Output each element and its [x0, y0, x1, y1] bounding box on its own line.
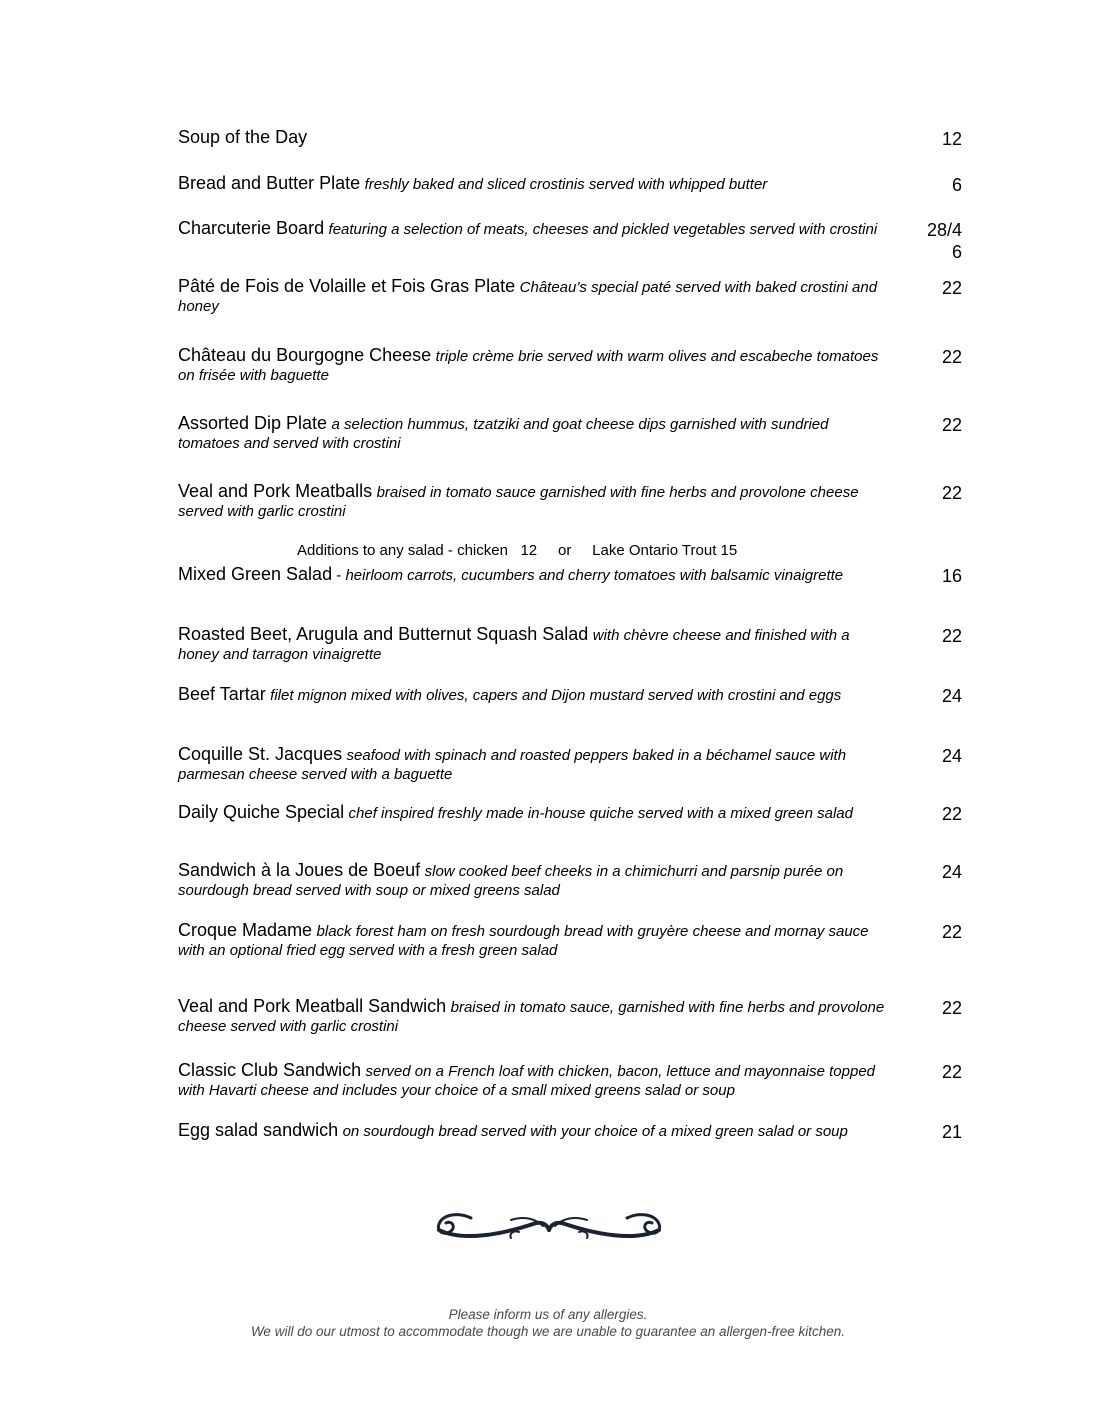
item-description: Château’s special paté served with baked crostini and honey — [178, 279, 878, 315]
item-description: braised in tomato sauce garnished with fine herbs and provolone cheese served with garlic crostini — [178, 484, 859, 520]
menu-item-beef-tartar — [178, 685, 962, 705]
item-price: 24 — [941, 746, 962, 766]
item-description: filet mignon mixed with olives, capers and Dijon mustard served with crostini and eggs — [270, 687, 842, 704]
item-description: freshly baked and sliced crostinis served with whipped butter — [364, 176, 768, 193]
item-price: 22 — [941, 626, 962, 646]
item-description: black forest ham on fresh sourdough bread with gruyère cheese and mornay sauce — [316, 923, 869, 940]
name-separator: - — [332, 567, 346, 584]
item-name: Soup of the Day — [178, 127, 308, 147]
item-price: 22 — [941, 415, 962, 435]
item-name: Egg salad sandwich — [178, 1120, 339, 1140]
allergy-note-line2: We will do our utmost to accommodate though we are unable to guarantee an allergen-free kitchen. — [250, 1324, 846, 1339]
item-description: heirloom carrots, cucumbers and cherry tomatoes with balsamic vinaigrette — [345, 567, 844, 584]
item-price: 12 — [941, 129, 962, 149]
item-name: Pâté de Fois de Volaille et Fois Gras Plate — [178, 276, 516, 296]
menu-item-quiche — [178, 803, 962, 823]
item-description: chef inspired freshly made in-house quiche served with a mixed green salad — [348, 805, 853, 822]
item-name: Assorted Dip Plate — [178, 413, 328, 433]
menu-item-dip-plate — [178, 414, 962, 453]
item-description: seafood with spinach and roasted peppers baked in a béchamel sauce with parmesan cheese served with a baguette — [178, 747, 847, 783]
item-price: 22 — [941, 1062, 962, 1082]
item-price: 22 — [941, 483, 962, 503]
item-price: 22 — [941, 922, 962, 942]
item-price: 22 — [941, 804, 962, 824]
menu-item-pate — [178, 277, 962, 316]
item-description: on sourdough bread served with your choice of a mixed green salad or soup — [342, 1123, 848, 1140]
item-name: Coquille St. Jacques — [178, 744, 343, 764]
item-price: 16 — [941, 566, 962, 586]
menu-item-beet-salad — [178, 625, 962, 664]
item-price: 22 — [941, 998, 962, 1018]
item-description: slow cooked beef cheeks in a chimichurri and parsnip purée on sourdough bread served with soup or mixed greens salad — [178, 863, 844, 899]
item-description: a selection hummus, tzatziki and goat cheese dips garnished with sundried tomatoes and served with crostini — [178, 416, 829, 452]
menu-item-charcuterie — [178, 218, 962, 262]
menu-item-meatballs — [178, 482, 962, 521]
item-price: 21 — [941, 1122, 962, 1142]
menu-item-mixed-green-salad — [178, 565, 962, 585]
item-name: Mixed Green Salad — [178, 564, 333, 584]
allergy-note-line1: Please inform us of any allergies. — [448, 1307, 648, 1322]
item-description: with chèvre cheese and finished with a honey and tarragon vinaigrette — [178, 627, 850, 663]
item-name: Daily Quiche Special — [178, 802, 345, 822]
menu-item-beef-cheek-sandwich — [178, 861, 962, 900]
item-name: Classic Club Sandwich — [178, 1060, 362, 1080]
flourish-ornament-icon — [433, 1208, 665, 1244]
item-name: Croque Madame — [178, 920, 313, 940]
item-name: Veal and Pork Meatball Sandwich — [178, 996, 447, 1016]
menu-item-meatball-sandwich — [178, 997, 962, 1036]
item-description: featuring a selection of meats, cheeses and pickled vegetables served with crostini — [328, 221, 878, 238]
item-description: triple crème brie served with warm olives and escabeche tomatoes on frisée with baguette — [178, 348, 879, 384]
item-price: 22 — [941, 347, 962, 367]
menu-item-cheese — [178, 346, 962, 385]
item-price: 22 — [941, 278, 962, 298]
menu-item-bread — [178, 174, 962, 194]
item-description: braised in tomato sauce, garnished with fine herbs and provolone cheese served with garlic crostini — [178, 999, 885, 1035]
item-name: Veal and Pork Meatballs — [178, 481, 373, 501]
menu-item-egg-salad-sandwich — [178, 1121, 962, 1141]
salad-additions-note: Additions to any salad - chicken 12 or Lake Ontario Trout 15 — [297, 542, 738, 559]
item-name: Beef Tartar — [178, 684, 266, 704]
item-name: Charcuterie Board — [178, 218, 325, 238]
menu-item-coquille — [178, 745, 962, 784]
item-price: 24 — [941, 862, 962, 882]
item-name: Bread and Butter Plate — [178, 173, 361, 193]
item-name: Roasted Beet, Arugula and Butternut Squash Salad — [178, 624, 589, 644]
item-description-extra: with an optional fried egg served with a fresh green salad — [178, 942, 558, 959]
item-name: Sandwich à la Joues de Boeuf — [178, 860, 421, 880]
item-name: Château du Bourgogne Cheese — [178, 345, 432, 365]
menu-item-soup — [178, 128, 962, 148]
menu-item-club-sandwich — [178, 1061, 962, 1100]
item-description: served on a French loaf with chicken, bacon, lettuce and mayonnaise topped with Havarti cheese and includes your choice of a small mixed greens salad or soup — [178, 1063, 876, 1099]
menu-item-croque-madame — [178, 921, 962, 960]
item-price: 28/46 — [926, 220, 962, 262]
item-price: 6 — [951, 175, 962, 195]
item-price: 24 — [941, 686, 962, 706]
